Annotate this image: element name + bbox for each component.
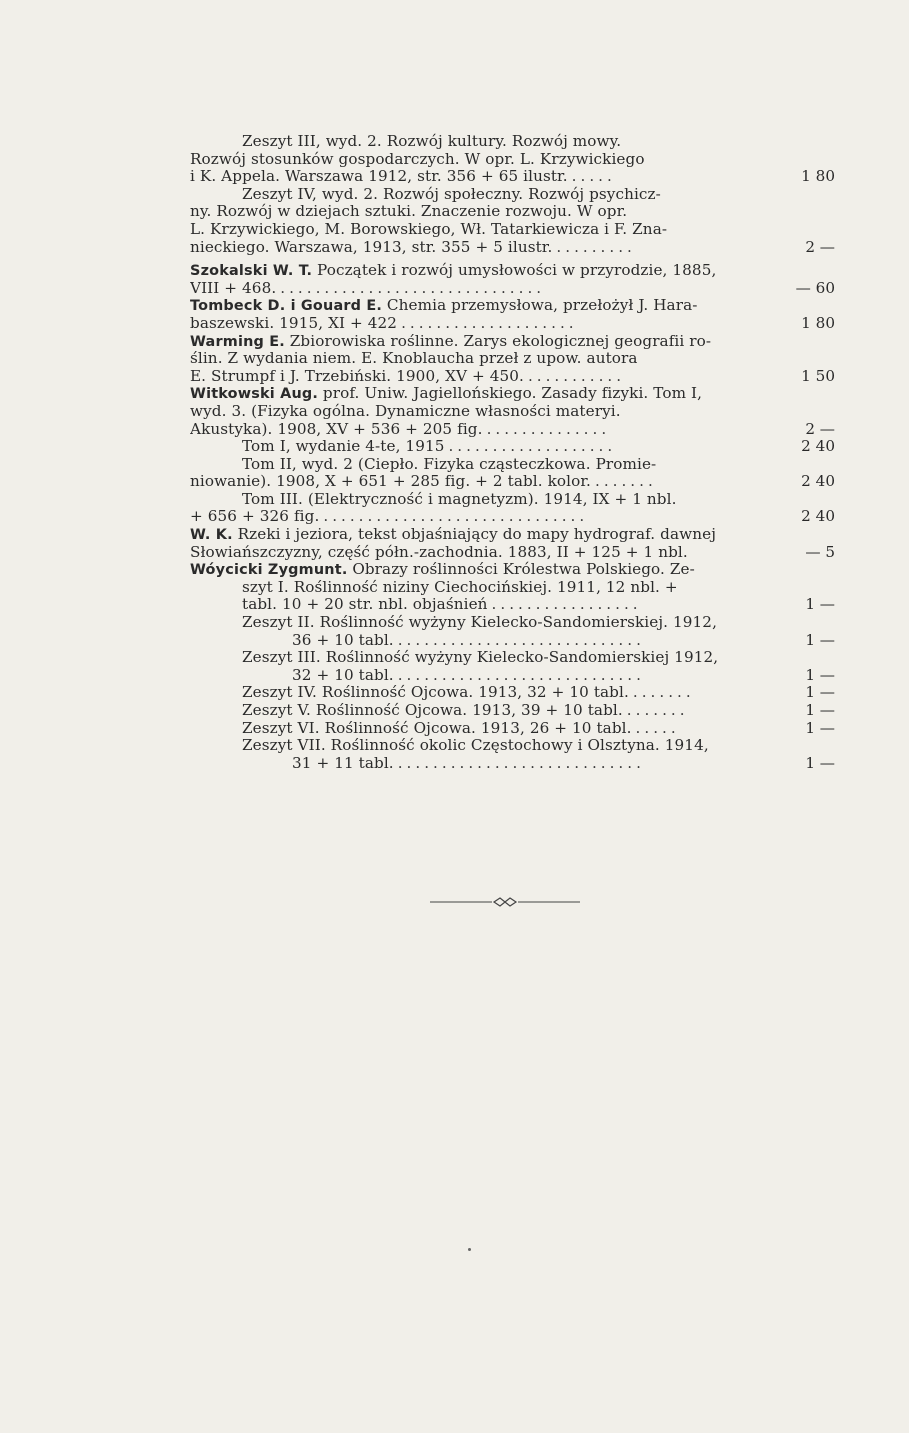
entry-text: VIII + 468. <box>190 279 277 297</box>
entry-line <box>190 491 835 509</box>
catalog-entry <box>190 385 835 526</box>
catalog-column <box>190 133 835 772</box>
dot-leader: ........... <box>527 367 626 385</box>
entry-line <box>190 684 835 702</box>
dot-leader: ....... <box>632 684 695 702</box>
entry-text: 31 + 11 tabl. <box>292 754 394 772</box>
entry-line <box>190 596 835 614</box>
entry-line <box>190 168 835 186</box>
entry-text: szyt I. Roślinność niziny Ciechocińskiej. 1911, 12 nbl. + <box>242 578 678 596</box>
entry-text: Zeszyt V. Roślinność Ojcowa. 1913, 39 + 10 tabl. <box>242 702 623 719</box>
entry-line <box>190 350 835 368</box>
dot-leader: ............................ <box>397 754 645 772</box>
entry-line <box>190 579 835 597</box>
entry-line <box>190 544 835 562</box>
price: 1 — <box>805 683 835 702</box>
entry-line <box>190 203 835 221</box>
entry-text: Rzeki i jeziora, tekst objaśniający do mapy hydrograf. dawnej <box>237 526 716 544</box>
author-name: Wóycicki Zygmunt. <box>190 562 348 579</box>
entry-text: prof. Uniw. Jagiellońskiego. Zasady fizyki. Tom I, <box>322 385 703 403</box>
price: 1 — <box>805 595 835 614</box>
entry-text: Rozwój stosunków gospodarczych. W opr. L. Krzywickiego <box>190 150 645 168</box>
price: 1 80 <box>801 313 835 332</box>
entry-text: Zeszyt III. Roślinność wyżyny Kielecko-Sandomierskiej 1912, <box>242 649 719 667</box>
entry-line <box>190 667 835 685</box>
entry-line <box>190 239 835 257</box>
entry-text: E. Strumpf i J. Trzebiński. 1900, XV + 450. <box>190 367 524 385</box>
entry-text: Tom II, wyd. 2 (Ciepło. Fizyka cząsteczkowa. Promie- <box>242 455 657 473</box>
entry-line <box>190 385 835 403</box>
dot-leader: ....... <box>626 702 689 719</box>
entry-line <box>190 221 835 239</box>
entry-line <box>190 702 835 720</box>
entry-text: Słowiańszczyzny, część półn.-zachodnia. 1883, II + 125 + 1 nbl. <box>190 543 688 561</box>
price: 1 — <box>805 630 835 649</box>
author-name: Szokalski W. T. <box>190 263 313 280</box>
entry-line <box>190 297 835 315</box>
price: 1 80 <box>801 167 835 186</box>
entry-text: Zeszyt II. Roślinność wyżyny Kielecko-Sandomierskiej. 1912, <box>242 614 717 632</box>
catalog-entry <box>190 297 835 332</box>
author-name: Witkowski Aug. <box>190 386 319 403</box>
entry-line <box>190 280 835 298</box>
entry-text: ny. Rozwój w dziejach sztuki. Znaczenie rozwoju. W opr. <box>190 203 628 221</box>
entry-line <box>190 368 835 386</box>
entry-text: Zeszyt IV. Roślinność Ojcowa. 1913, 32 + 10 tabl. <box>242 684 629 702</box>
entry-line <box>190 456 835 474</box>
entry-text: Chemia przemysłowa, przełożył J. Hara- <box>386 297 698 315</box>
paper-speck <box>468 1248 471 1251</box>
entry-text: 32 + 10 tabl. <box>292 666 394 684</box>
price: 2 40 <box>801 507 835 526</box>
entry-text: niowanie). 1908, X + 651 + 285 fig. + 2 tabl. kolor. <box>190 473 591 491</box>
entry-line <box>190 315 835 333</box>
entry-line <box>190 262 835 280</box>
entry-text: nieckiego. Warszawa, 1913, str. 355 + 5 ilustr. <box>190 238 553 256</box>
price: 2 40 <box>801 472 835 491</box>
entry-line <box>190 737 835 755</box>
dot-leader: ............................ <box>397 631 645 649</box>
entry-text: 36 + 10 tabl. <box>292 631 394 649</box>
entry-line <box>190 755 835 773</box>
entry-text: Zbiorowiska roślinne. Zarys ekologicznej geografii ro- <box>289 332 712 350</box>
catalog-entry <box>190 262 835 297</box>
price: — 5 <box>805 542 835 561</box>
entry-line <box>190 186 835 204</box>
dot-leader: ......... <box>556 238 636 256</box>
entry-text: L. Krzywickiego, M. Borowskiego, Wł. Tatarkiewicza i F. Zna- <box>190 220 668 238</box>
dot-leader: ................. <box>491 596 642 614</box>
price: 1 — <box>805 701 835 719</box>
author-name: Warming E. <box>190 333 285 350</box>
price: 1 — <box>805 665 835 684</box>
dot-leader: ....... <box>595 473 657 491</box>
entry-line <box>190 526 835 544</box>
dot-leader: .................... <box>401 314 578 332</box>
dot-leader: .............. <box>486 420 611 438</box>
catalog-entry <box>190 526 835 561</box>
dot-leader: ............................ <box>397 666 645 684</box>
dot-leader: ..... <box>571 168 616 186</box>
entry-line <box>190 438 835 456</box>
entry-text: Zeszyt VI. Roślinność Ojcowa. 1913, 26 + 10 tabl. <box>242 719 632 737</box>
entry-line <box>190 421 835 439</box>
dot-leader: .............................. <box>280 279 546 297</box>
entry-line <box>190 720 835 738</box>
price: 2 — <box>805 419 835 438</box>
entry-text: Obrazy roślinności Królestwa Polskiego. Ze- <box>352 561 695 579</box>
entry-line <box>190 133 835 151</box>
entry-text: i K. Appela. Warszawa 1912, str. 356 + 65 ilustr. <box>190 168 568 186</box>
dot-leader: .............................. <box>323 508 589 526</box>
entry-text: + 656 + 326 fig. <box>190 508 320 526</box>
author-name: W. K. <box>190 527 233 544</box>
entry-line <box>190 614 835 632</box>
entry-line <box>190 473 835 491</box>
entry-text: Tom I, wydanie 4-te, 1915 <box>242 438 445 456</box>
price: 1 — <box>805 753 835 772</box>
dot-leader: ..... <box>635 719 680 737</box>
entry-text: wyd. 3. (Fizyka ogólna. Dynamiczne własności materyi. <box>190 402 621 420</box>
entry-text: Akustyka). 1908, XV + 536 + 205 fig. <box>190 420 483 438</box>
entry-text: Zeszyt IV, wyd. 2. Rozwój społeczny. Rozwój psychicz- <box>242 185 661 203</box>
entry-line <box>190 333 835 351</box>
entry-line <box>190 403 835 421</box>
price: — 60 <box>795 278 835 297</box>
author-name: Tombeck D. i Gouard E. <box>190 298 383 315</box>
entry-line <box>190 632 835 650</box>
entry-line <box>190 508 835 526</box>
catalog-entry <box>190 561 835 772</box>
entry-text: baszewski. 1915, XI + 422 <box>190 314 398 332</box>
entry-text: Początek i rozwój umysłowości w przyrodzie, 1885, <box>317 262 717 280</box>
entry-line <box>190 561 835 579</box>
entry-text: Tom III. (Elektryczność i magnetyzm). 1914, IX + 1 nbl. <box>242 490 677 508</box>
section-end-ornament <box>430 895 580 909</box>
price: 1 50 <box>801 366 835 385</box>
entry-line <box>190 151 835 169</box>
entry-line <box>190 649 835 667</box>
price: 2 40 <box>801 437 835 456</box>
price: 2 — <box>805 237 835 256</box>
entry-text: Zeszyt VII. Roślinność okolic Częstochowy i Olsztyna. 1914, <box>242 737 709 755</box>
entry-text: ślin. Z wydania niem. E. Knoblaucha przeł z upow. autora <box>190 350 638 368</box>
catalog-entry <box>190 333 835 386</box>
entry-text: Zeszyt III, wyd. 2. Rozwój kultury. Rozwój mowy. <box>242 133 622 150</box>
price: 1 — <box>805 718 835 737</box>
dot-leader: ................... <box>448 438 617 456</box>
entry-text: tabl. 10 + 20 str. nbl. objaśnień <box>242 596 488 614</box>
catalog-entry <box>190 133 835 256</box>
